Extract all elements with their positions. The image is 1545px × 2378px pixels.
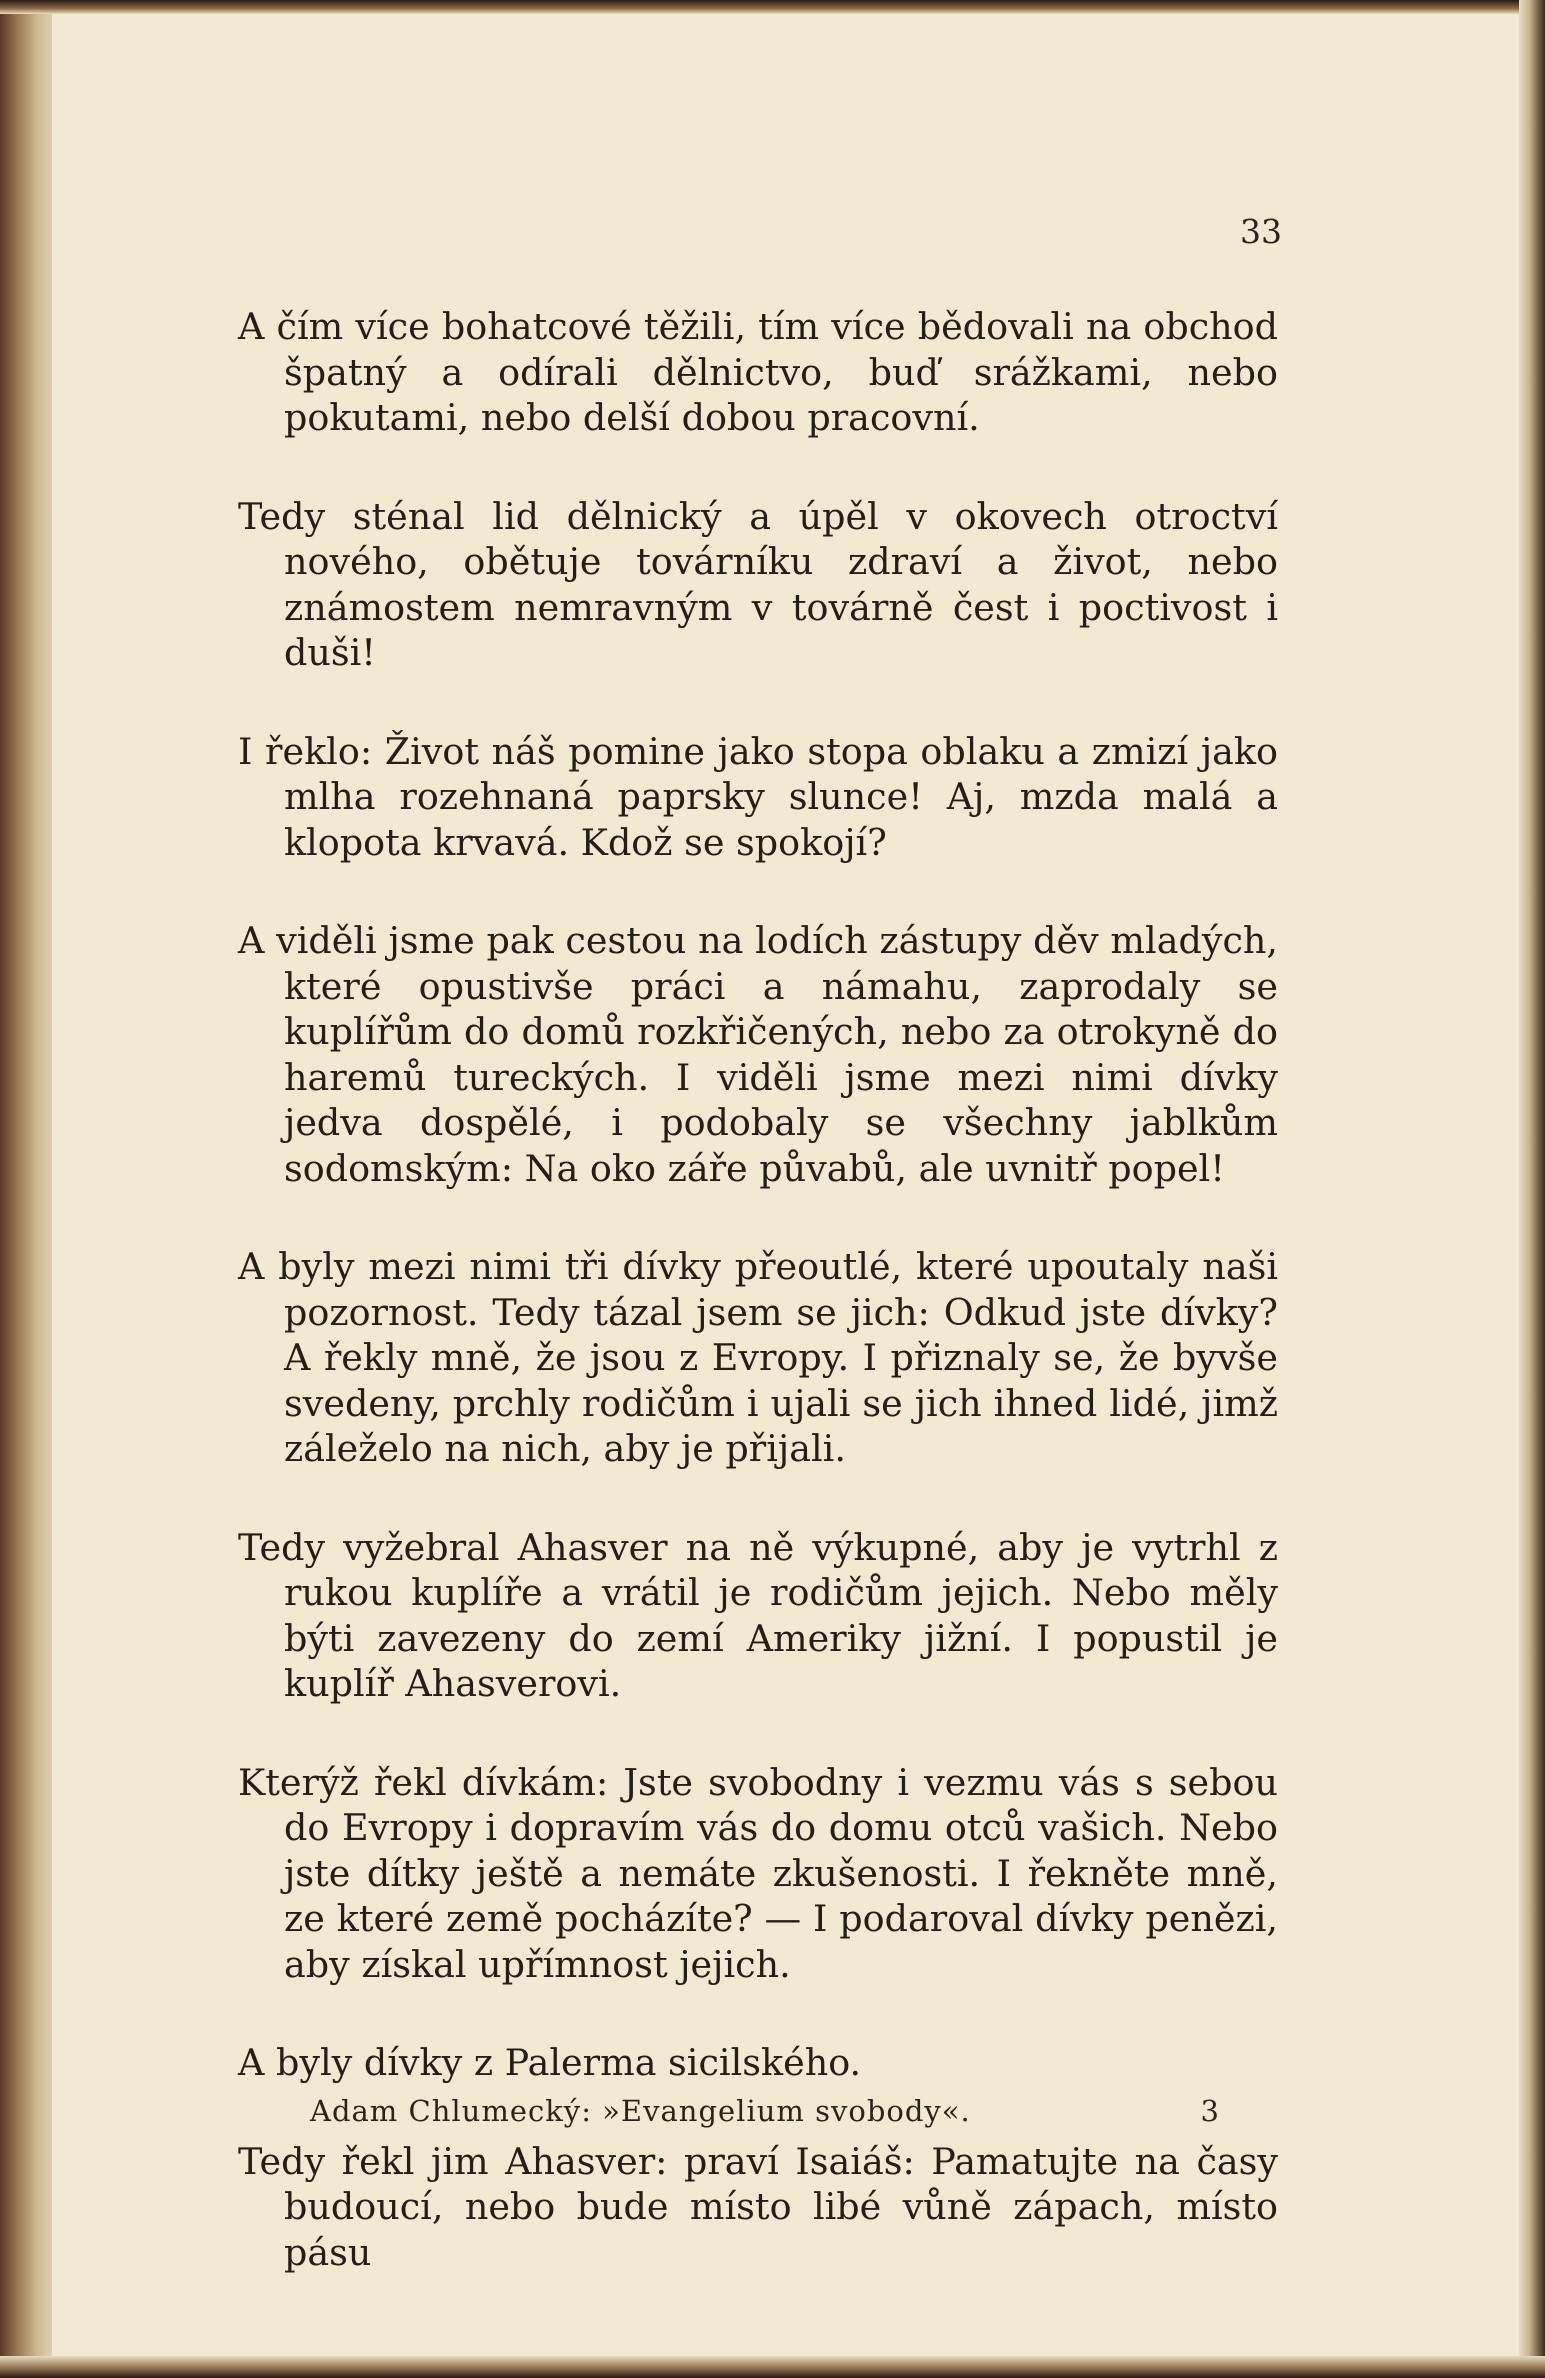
paragraph-9: Tedy řekl jim Ahasver: praví Isaiáš: Pamatujte na časy budoucí, nebo bude místo libé vůně zápach, místo pásu <box>238 2139 1278 2274</box>
paragraph-8: A byly dívky z Palerma sicilského. <box>238 2041 862 2084</box>
page-number: 33 <box>1240 212 1282 251</box>
body-text <box>238 304 1278 2328</box>
paragraph-5: A byly mezi nimi tři dívky přeoutlé, které upoutaly naši pozornost. Tedy tázal jsem se jich: Odkud jste dívky? A řekly mně, že jsou z Evropy. I přiznaly se, že byvše svedeny, prchly rodičům i ujali se jich ihned lidé, jimž záleželo na nich, aby je přijali. <box>238 1245 1278 1470</box>
book-page <box>52 14 1519 2356</box>
paragraph-2: Tedy sténal lid dělnický a úpěl v okovech otroctví nového, obětuje továrníku zdraví a život, nebo známostem nemravným v továrně čest i poctivost i duši! <box>238 494 1278 674</box>
paragraph-7: Kterýž řekl dívkám: Jste svobodny i vezmu vás s sebou do Evropy i dopravím vás do domu otců vašich. Nebo jste dítky ještě a nemáte zkušenosti. I řekněte mně, ze které země pocházíte? — I podaroval dívky penězi, aby získal upřímnost jejich. <box>238 1760 1278 1986</box>
book-spine-shadow <box>0 0 52 2378</box>
signature-mark: 3 <box>1200 2094 1220 2128</box>
paragraph-6: Tedy vyžebral Ahasver na ně výkupné, aby je vytrhl z rukou kuplíře a vrátil je rodičům jejich. Nebo měly býti zavezeny do zemí Ameriky jižní. I popustil je kuplíř Ahasverovi. <box>238 1525 1278 1705</box>
page-bottom-edge <box>0 2356 1545 2378</box>
page-right-edge <box>1519 0 1545 2378</box>
paragraph-4: A viděli jsme pak cestou na lodích zástupy děv mladých, které opustivše práci a námahu, zaprodaly se kuplířům do domů rozkřičených, nebo za otrokyně do haremů tureckých. I viděli jsme mezi nimi dívky jedva dospělé, i podobaly se všechny jablkům sodomským: Na oko záře půvabů, ale uvnitř popel! <box>238 919 1278 1190</box>
paragraph-3: I řeklo: Život náš pomine jako stopa oblaku a zmizí jako mlha rozehnaná paprsky slunce! Aj, mzda malá a klopota krvavá. Kdož se spokojí? <box>238 729 1278 864</box>
page-footer <box>310 2094 1220 2128</box>
paragraph-1: A čím více bohatcové těžili, tím více bědovali na obchod špatný a odírali dělnictvo, buď srážkami, nebo pokutami, nebo delší dobou pracovní. <box>238 305 1278 439</box>
footer-title: Adam Chlumecký: »Evangelium svobody«. <box>310 2094 971 2128</box>
page-top-edge <box>0 0 1545 14</box>
